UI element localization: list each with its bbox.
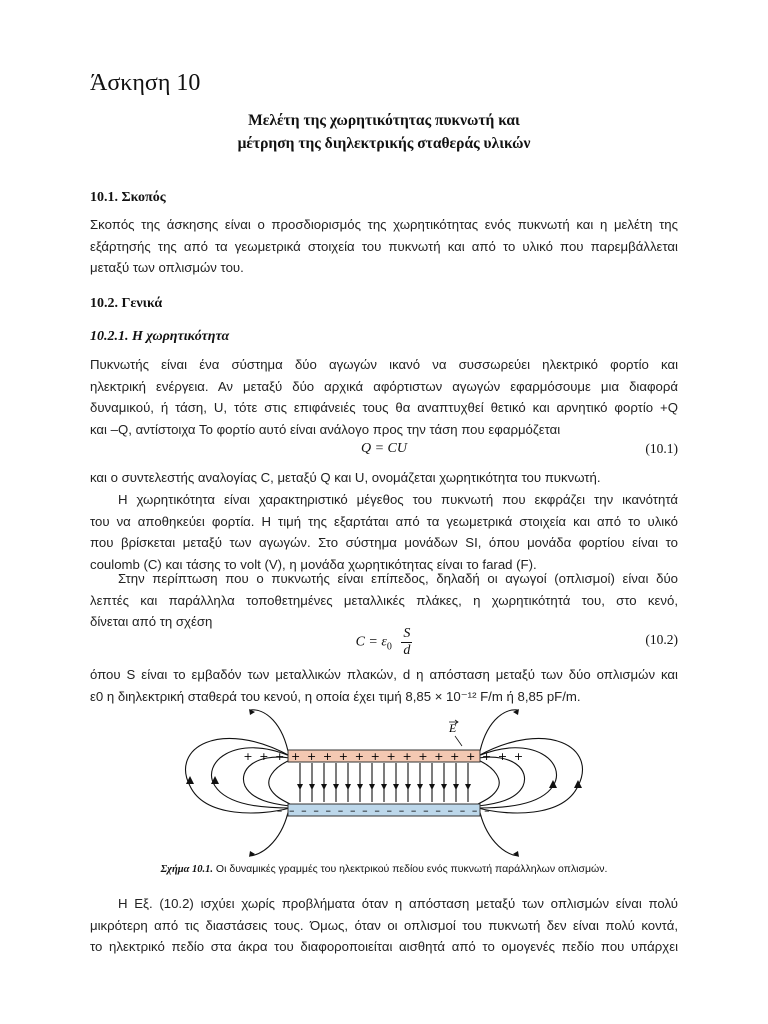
text-line: Στην περίπτωση που ο πυκνωτής είναι επίπεδος, δηλαδή οι αγωγοί (οπλισμοί) είναι δύο [118,571,678,586]
minus-charges: – – – – – – – – – – – – – – – – – – [276,804,492,817]
section-heading-10-2: 10.2. Γενικά [90,296,163,311]
text-line: μικρότερη από τις διαστάσεις τους. Όμως, όταν οι οπλισμοί του πυκνωτή δεν είναι πολύ κοντά, [90,917,678,933]
text-line: Πυκνωτής είναι ένα σύστημα δύο αγωγών ικανό να συσσωρεύει ηλεκτρικό φορτίο και [90,357,678,372]
text-line: ε0 η διηλεκτρική σταθερά του κενού, η οποία έχει τιμή 8,85 × 10⁻¹² F/m ή 8,85 pF/m. [90,688,581,704]
text-line: που βρίσκεται μεταξύ των αγωγών. Στο σύστημα μονάδων SI, όπου μονάδα φορτίου είναι το [90,535,678,550]
text-line: Η χωρητικότητα είναι χαρακτηριστικό μέγεθος του πυκνωτή που εκφράζει την ικανότητά [118,492,678,507]
text-line: και ο συντελεστής αναλογίας C, μεταξύ Q και U, ονομάζεται χωρητικότητα του πυκνωτή. [90,470,601,485]
eq-lhs: C = ε [355,634,387,650]
equation-number: (10.2) [645,632,678,647]
eq-subscript: 0 [386,641,392,653]
plus-charges: + + + + + + + + + + + + + + + + + + [243,750,525,763]
equation-body [90,626,678,659]
internal-field-lines [300,763,468,802]
text-line: του να αποθηκεύει φορτία. Η τιμή της εξαρτάται από τα γεωμετρικά στοιχεία και από το υλικό [90,513,678,529]
fringe-lines-left [186,710,290,856]
section-heading-10-1: 10.1. Σκοπός [90,190,166,205]
text-line: εξάρτησής της από τα γεωμετρικά στοιχεία του πυκνωτή και από το υλικό που παρεμβάλλεται [90,238,678,254]
equation-body: Q = CU [360,441,407,456]
chapter-title: Άσκηση 10 [90,70,201,96]
capacitance-paragraph-2 [90,489,678,575]
text-line: λεπτές και παράλληλα τοποθετημένες μεταλλικές πλάκες, η χωρητικότητά του, στο κενό, [90,592,678,608]
subtitle-line-1: Μελέτη της χωρητικότητας πυκνωτή και [248,112,520,129]
field-vector-label: E [449,721,457,735]
capacitor-field-figure [0,708,768,858]
caption-text: Οι δυναμικές γραμμές του ηλεκτρικού πεδίου ενός πυκνωτή παράλληλων οπλισμών. [213,863,608,875]
fringe-lines-right [478,710,582,856]
text-line: όπου S είναι το εμβαδόν των μεταλλικών πλακών, d η απόσταση μεταξύ των δύο οπλισμών και [90,667,678,682]
equation-10-1 [90,441,678,463]
eq-fraction [401,626,412,659]
internal-arrowheads [297,784,471,790]
caption-label: Σχήμα 10.1. [160,864,214,875]
text-line: Σκοπός της άσκησης είναι ο προσδιορισμός της χωρητικότητας ενός πυκνωτή και η μελέτη της [90,217,678,232]
equation-number: (10.1) [645,441,678,456]
capacitance-definition [90,467,678,489]
label-leader-line [455,736,462,746]
eq-denominator: d [403,643,411,658]
equation-10-2 [90,622,678,662]
closing-paragraph [90,893,678,958]
text-line: ηλεκτρική ενέργεια. Αν μεταξύ δύο αρχικά αφόρτιστων αγωγών εφαρμόσουμε μια διαφορά [90,378,678,394]
text-line: δυναμικού, ή τάση, U, τότε στις επιφάνειές τους θα αναπτυχθεί θετικό και αρνητικό φορτίο +Q [90,400,678,415]
eq-numerator: S [403,626,411,641]
figure-caption [90,863,678,875]
purpose-paragraph [90,214,678,279]
section-heading-10-2-1: 10.2.1. Η χωρητικότητα [90,329,230,344]
text-line: δίνεται από τη σχέση [90,614,213,629]
text-line: μεταξύ των οπλισμών του. [90,260,244,275]
capacitance-paragraph-4 [90,664,678,707]
text-line: coulomb (C) και τάσης το volt (V), η μονάδα χωρητικότητας είναι το farad (F). [90,556,537,572]
subtitle-line-2: μέτρηση της διηλεκτρικής σταθεράς υλικών [237,135,531,152]
text-line: το ηλεκτρικό πεδίο στα άκρα του διαφοροποιείται αισθητά από το ομογενές πεδίο που υπάρχει [90,939,678,954]
capacitance-paragraph-1 [90,354,678,440]
text-line: Η Εξ. (10.2) ισχύει χωρίς προβλήματα όταν η απόσταση μεταξύ των οπλισμών είναι πολύ [118,896,678,911]
text-line: και –Q, αντίστοιχα Το φορτίο αυτό είναι ανάλογο προς την τάση που εφαρμόζεται [90,421,561,437]
